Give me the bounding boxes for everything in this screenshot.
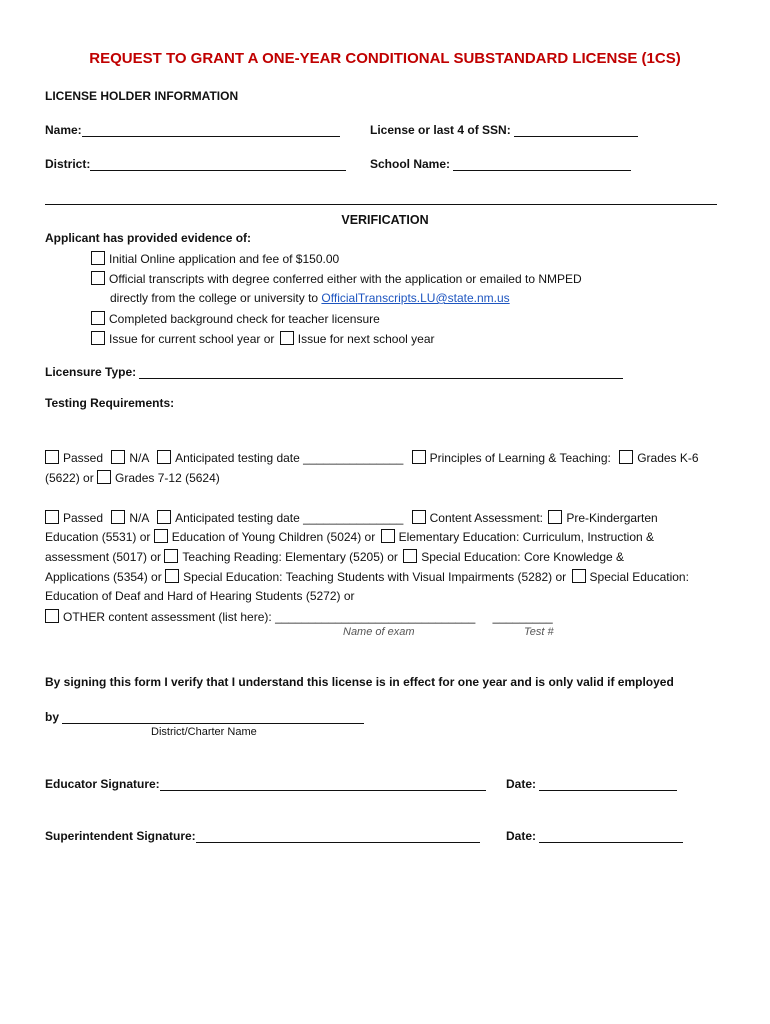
district-input-line[interactable] bbox=[90, 158, 346, 171]
checkbox[interactable] bbox=[403, 549, 417, 563]
district-label: District: bbox=[45, 157, 91, 171]
school-label: School Name: bbox=[370, 157, 451, 171]
evidence-item-school-year: Issue for current school year or Issue for next school year bbox=[91, 331, 434, 346]
ca-row-3: assessment (5017) or Teaching Reading: Elementary (5205) or Special Education: Core Knowledge & bbox=[45, 550, 625, 564]
ca-row-1: Passed N/A Anticipated testing date _______________ Content Assessment: Pre-Kindergarten bbox=[45, 510, 658, 525]
verification-heading: VERIFICATION bbox=[341, 213, 429, 227]
educator-date-row bbox=[506, 777, 677, 791]
checkbox[interactable] bbox=[164, 549, 178, 563]
superintendent-signature-line[interactable] bbox=[196, 830, 480, 843]
checkbox[interactable] bbox=[412, 450, 426, 464]
by-label: by bbox=[45, 710, 60, 724]
checkbox[interactable] bbox=[154, 529, 168, 543]
checkbox[interactable] bbox=[111, 450, 125, 464]
district-charter-input-line[interactable] bbox=[62, 711, 364, 724]
verification-statement: By signing this form I verify that I understand this license is in effect for one year and is only valid if employed bbox=[45, 675, 674, 689]
checkbox[interactable] bbox=[157, 510, 171, 524]
checkbox[interactable] bbox=[45, 510, 59, 524]
educator-signature-label: Educator Signature: bbox=[45, 777, 160, 791]
checkbox[interactable] bbox=[412, 510, 426, 524]
employer-row bbox=[45, 710, 364, 724]
educator-signature-row bbox=[45, 777, 486, 791]
checkbox[interactable] bbox=[619, 450, 633, 464]
date-label: Date: bbox=[506, 777, 537, 791]
school-input-line[interactable] bbox=[453, 158, 631, 171]
license-label: License or last 4 of SSN: bbox=[370, 123, 511, 137]
transcripts-email-link[interactable]: OfficialTranscripts.LU@state.nm.us bbox=[321, 291, 510, 305]
pl-row-2: (5622) or Grades 7-12 (5624) bbox=[45, 471, 220, 485]
checkbox[interactable] bbox=[548, 510, 562, 524]
ca-row-5: Education of Deaf and Hard of Hearing Students (5272) or bbox=[45, 589, 355, 603]
superintendent-date-row bbox=[506, 829, 683, 843]
educator-signature-line[interactable] bbox=[160, 778, 486, 791]
evidence-item-application: Initial Online application and fee of $150.00 bbox=[91, 251, 339, 266]
superintendent-signature-row bbox=[45, 829, 480, 843]
checkbox[interactable] bbox=[381, 529, 395, 543]
checkbox[interactable] bbox=[165, 569, 179, 583]
checkbox[interactable] bbox=[91, 251, 105, 265]
checkbox[interactable] bbox=[91, 311, 105, 325]
name-input-line[interactable] bbox=[82, 124, 340, 137]
name-of-exam-caption: Name of exam bbox=[343, 626, 415, 638]
name-label: Name: bbox=[45, 123, 82, 137]
testing-heading: Testing Requirements: bbox=[45, 396, 175, 410]
licensure-type-row bbox=[45, 365, 623, 379]
pl-row-1: Passed N/A Anticipated testing date _______________ Principles of Learning & Teaching: Grades K-6 bbox=[45, 450, 699, 465]
superintendent-date-line[interactable] bbox=[539, 830, 683, 843]
evidence-label: Applicant has provided evidence of: bbox=[45, 231, 252, 245]
checkbox[interactable] bbox=[91, 331, 105, 345]
checkbox[interactable] bbox=[111, 510, 125, 524]
ca-row-4: Applications (5354) or Special Education: Teaching Students with Visual Impairments (5282) or Special Education: bbox=[45, 570, 689, 584]
checkbox[interactable] bbox=[45, 609, 59, 623]
test-number-caption: Test # bbox=[524, 626, 554, 638]
district-charter-caption: District/Charter Name bbox=[151, 726, 257, 738]
ca-row-other: OTHER content assessment (list here): ______________________________ _________ bbox=[45, 609, 553, 624]
district-field-row bbox=[45, 157, 346, 171]
section-divider bbox=[45, 204, 717, 205]
ca-row-2: Education (5531) or Education of Young Children (5024) or Elementary Education: Curriculum, Instruction & bbox=[45, 530, 655, 544]
checkbox[interactable] bbox=[91, 271, 105, 285]
license-field-row bbox=[370, 123, 638, 137]
licensure-type-label: Licensure Type: bbox=[45, 365, 137, 379]
educator-date-line[interactable] bbox=[539, 778, 677, 791]
checkbox[interactable] bbox=[280, 331, 294, 345]
evidence-item-transcripts: Official transcripts with degree conferred either with the application or emailed to NMPED bbox=[91, 271, 582, 286]
name-field-row bbox=[45, 123, 340, 137]
checkbox[interactable] bbox=[97, 470, 111, 484]
checkbox[interactable] bbox=[157, 450, 171, 464]
checkbox[interactable] bbox=[572, 569, 586, 583]
form-title: REQUEST TO GRANT A ONE-YEAR CONDITIONAL SUBSTANDARD LICENSE (1CS) bbox=[89, 50, 681, 67]
licensure-type-input-line[interactable] bbox=[139, 366, 623, 379]
evidence-item-background: Completed background check for teacher licensure bbox=[91, 311, 380, 326]
date-label: Date: bbox=[506, 829, 537, 843]
holder-heading: LICENSE HOLDER INFORMATION bbox=[45, 89, 239, 103]
license-input-line[interactable] bbox=[514, 124, 638, 137]
school-field-row bbox=[370, 157, 631, 171]
evidence-item-transcripts-line2: directly from the college or university to OfficialTranscripts.LU@state.nm.us bbox=[110, 291, 510, 305]
checkbox[interactable] bbox=[45, 450, 59, 464]
superintendent-signature-label: Superintendent Signature: bbox=[45, 829, 196, 843]
